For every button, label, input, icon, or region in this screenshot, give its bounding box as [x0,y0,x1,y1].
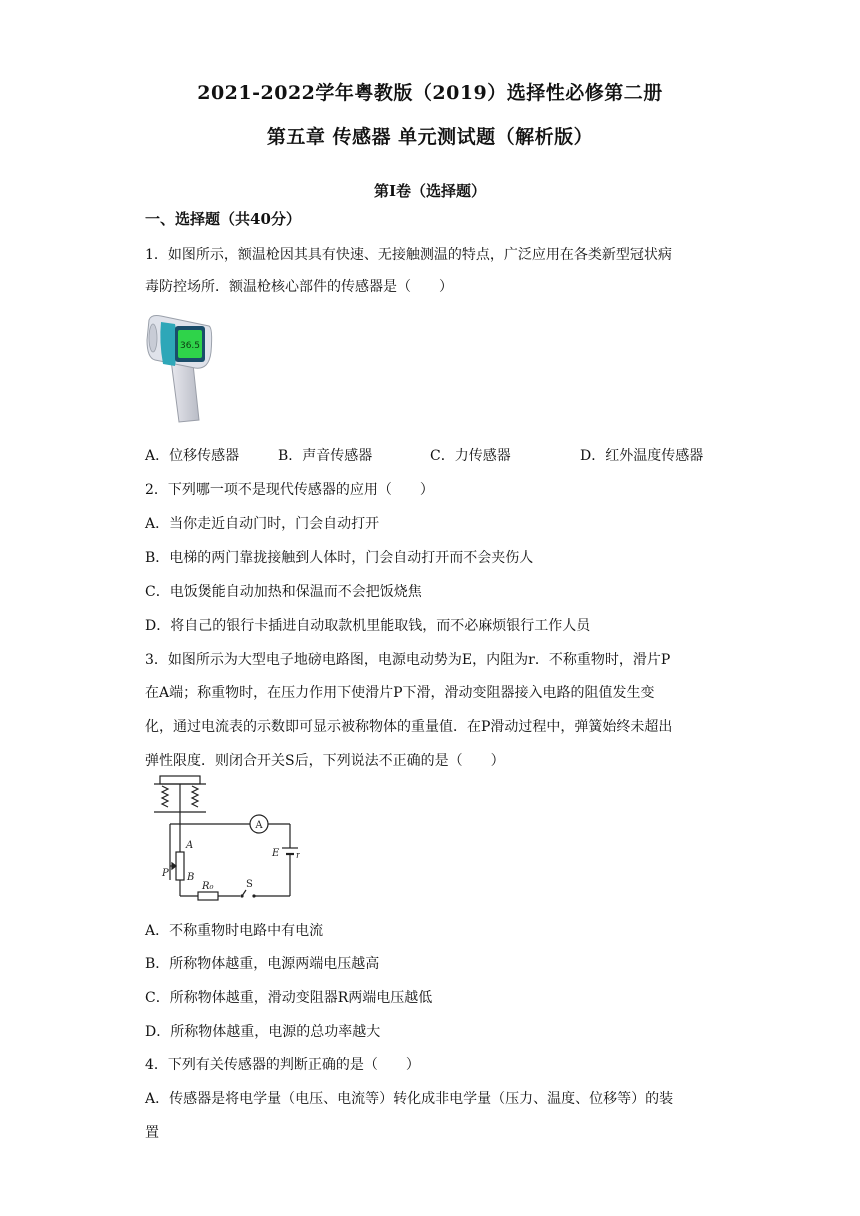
q3-text-line4: 弹性限度．则闭合开关S后，下列说法不正确的是（ ） [145,753,505,769]
section-heading: 一、选择题（共40分） [145,210,301,228]
q3-option-a: A．不称重物时电路中有电流 [145,923,324,939]
internal-resistance-label: r [296,851,300,861]
q1-option-b: B．声音传感器 [278,448,373,464]
q2-option-c: C．电饭煲能自动加热和保温而不会把饭烧焦 [145,584,422,600]
q1-option-c: C．力传感器 [430,448,511,464]
q1-text-line1: 1．如图所示，额温枪因其具有快速、无接触测温的特点，广泛应用在各类新型冠状病 [145,247,672,263]
q4-text: 4．下列有关传感器的判断正确的是（ ） [145,1057,420,1073]
q2-option-d: D．将自己的银行卡插进自动取款机里能取钱，而不必麻烦银行工作人员 [145,618,591,634]
thermometer-gun-image [145,312,215,424]
q3-text-line2: 在A端；称重物时，在压力作用下使滑片P下滑，滑动变阻器接入电路的阻值发生变 [145,685,655,701]
q2-option-b: B．电梯的两门靠拢接触到人体时，门会自动打开而不会夹伤人 [145,550,534,566]
q3-option-d: D．所称物体越重，电源的总功率越大 [145,1024,381,1040]
emf-label: E [272,848,280,859]
svg-text:36.5: 36.5 [179,341,201,351]
q3-option-c: C．所称物体越重，滑动变阻器R两端电压越低 [145,990,433,1006]
ammeter-label: A [255,820,263,831]
q1-option-d: D．红外温度传感器 [580,448,704,464]
q2-text: 2．下列哪一项不是现代传感器的应用（ ） [145,482,434,498]
switch-s-label: S [246,879,253,890]
document-title-line1: 2021-2022学年粤教版（2019）选择性必修第二册 [197,82,663,104]
rheostat-end-b-label: B [187,872,195,883]
document-title-line2: 第五章 传感器 单元测试题（解析版） [266,126,594,148]
q3-option-b: B．所称物体越重，电源两端电压越高 [145,956,380,972]
q4-option-a-line2: 置 [145,1125,159,1141]
slider-p-label: P [162,868,169,879]
q1-option-a: A．位移传感器 [145,448,240,464]
circuit-diagram [150,772,300,904]
resistor-r0-label: R₀ [202,881,214,892]
q2-option-a: A．当你走近自动门时，门会自动打开 [145,516,380,532]
q3-text-line1: 3．如图所示为大型电子地磅电路图，电源电动势为E，内阻为r．不称重物时，滑片P [145,652,671,668]
rheostat-end-a-label: A [186,840,194,851]
q3-text-line3: 化，通过电流表的示数即可显示被称物体的重量值．在P滑动过程中，弹簧始终未超出 [145,719,673,735]
volume-heading: 第Ⅰ卷（选择题） [373,182,487,200]
q4-option-a-line1: A．传感器是将电学量（电压、电流等）转化成非电学量（压力、温度、位移等）的装 [145,1091,674,1107]
q1-text-line2: 毒防控场所．额温枪核心部件的传感器是（ ） [145,279,453,295]
